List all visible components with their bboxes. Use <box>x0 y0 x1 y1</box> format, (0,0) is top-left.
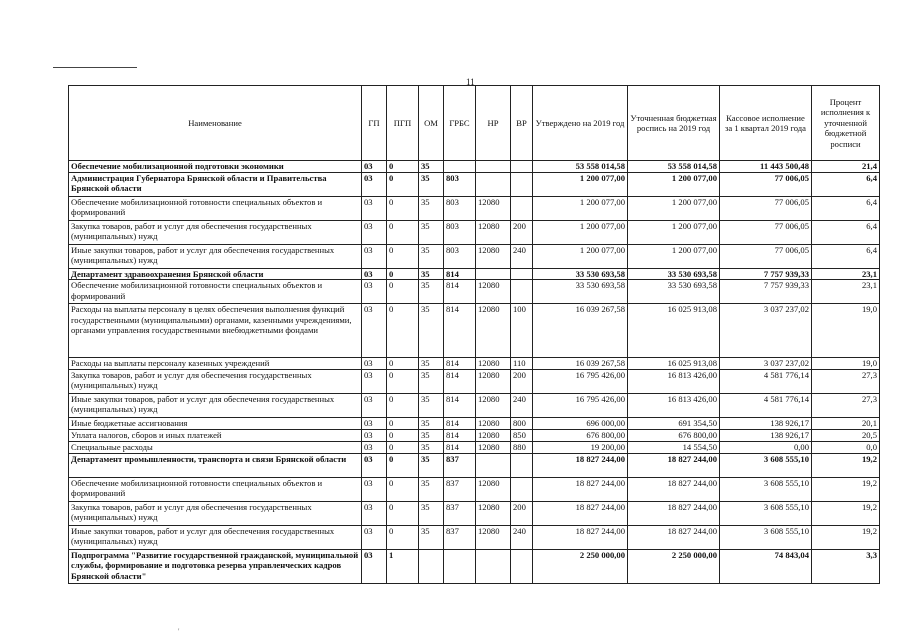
cell-gp: 03 <box>362 369 387 393</box>
cell-nr <box>476 549 511 583</box>
cell-grbs <box>444 161 476 173</box>
cell-refined: 16 813 426,00 <box>628 369 720 393</box>
table-row <box>69 525 880 549</box>
cell-refined: 33 530 693,58 <box>628 268 720 280</box>
cell-ppgp: 0 <box>387 369 419 393</box>
cell-om: 35 <box>419 220 444 244</box>
cell-ppgp: 0 <box>387 453 419 477</box>
cell-gp: 03 <box>362 441 387 453</box>
table-row <box>69 220 880 244</box>
cell-grbs: 814 <box>444 369 476 393</box>
table-row <box>69 549 880 583</box>
cell-cash: 3 608 555,10 <box>720 501 812 525</box>
cell-ppgp: 0 <box>387 429 419 441</box>
cell-percent: 19,2 <box>812 477 880 501</box>
cell-gp: 03 <box>362 280 387 304</box>
cell-percent: 19,0 <box>812 304 880 358</box>
header-approved: Утверждено на 2019 год <box>533 86 628 161</box>
cell-cash: 74 843,04 <box>720 549 812 583</box>
cell-grbs: 837 <box>444 453 476 477</box>
cell-om: 35 <box>419 477 444 501</box>
cell-cash: 138 926,17 <box>720 429 812 441</box>
cell-percent: 21,4 <box>812 161 880 173</box>
cell-gp: 03 <box>362 244 387 268</box>
cell-approved: 696 000,00 <box>533 417 628 429</box>
cell-refined: 691 354,50 <box>628 417 720 429</box>
budget-execution-table <box>68 85 880 584</box>
cell-gp: 03 <box>362 196 387 220</box>
cell-cash: 77 006,05 <box>720 172 812 196</box>
cell-ppgp: 0 <box>387 358 419 370</box>
cell-gp: 03 <box>362 161 387 173</box>
cell-om: 35 <box>419 369 444 393</box>
cell-om: 35 <box>419 172 444 196</box>
cell-nr: 12080 <box>476 393 511 417</box>
cell-percent: 6,4 <box>812 220 880 244</box>
cell-refined: 1 200 077,00 <box>628 172 720 196</box>
cell-percent: 20,5 <box>812 429 880 441</box>
cell-vr: 240 <box>511 525 533 549</box>
cell-grbs: 814 <box>444 393 476 417</box>
cell-refined: 16 813 426,00 <box>628 393 720 417</box>
table-row <box>69 304 880 358</box>
cell-refined: 2 250 000,00 <box>628 549 720 583</box>
table-header-row <box>69 86 880 161</box>
header-name: Наименование <box>69 86 362 161</box>
cell-cash: 3 608 555,10 <box>720 525 812 549</box>
cell-name: Расходы на выплаты персоналу в целях обеспечения выполнения функций государственными (муниципальными) органами, казенными учреждениями, органами управления государственными внебюджетными фондами <box>69 304 362 358</box>
cell-percent: 19,2 <box>812 501 880 525</box>
cell-vr <box>511 280 533 304</box>
cell-cash: 11 443 500,48 <box>720 161 812 173</box>
table-row <box>69 417 880 429</box>
cell-cash: 138 926,17 <box>720 417 812 429</box>
cell-ppgp: 0 <box>387 196 419 220</box>
cell-om: 35 <box>419 268 444 280</box>
cell-om: 35 <box>419 196 444 220</box>
cell-nr: 12080 <box>476 501 511 525</box>
cell-name: Обеспечение мобилизационной готовности специальных объектов и формирований <box>69 477 362 501</box>
header-vr: ВР <box>511 86 533 161</box>
table-row <box>69 358 880 370</box>
cell-gp: 03 <box>362 268 387 280</box>
cell-vr: 200 <box>511 220 533 244</box>
cell-percent: 27,3 <box>812 369 880 393</box>
cell-refined: 53 558 014,58 <box>628 161 720 173</box>
cell-om: 35 <box>419 393 444 417</box>
cell-cash: 4 581 776,14 <box>720 393 812 417</box>
cell-name: Департамент здравоохранения Брянской области <box>69 268 362 280</box>
cell-vr: 800 <box>511 417 533 429</box>
cell-vr <box>511 268 533 280</box>
cell-vr <box>511 196 533 220</box>
cell-nr: 12080 <box>476 477 511 501</box>
cell-grbs: 814 <box>444 280 476 304</box>
cell-grbs: 814 <box>444 429 476 441</box>
cell-om <box>419 549 444 583</box>
cell-grbs: 803 <box>444 220 476 244</box>
header-nr: НР <box>476 86 511 161</box>
cell-grbs: 814 <box>444 304 476 358</box>
cell-gp: 03 <box>362 453 387 477</box>
cell-vr: 110 <box>511 358 533 370</box>
cell-om: 35 <box>419 280 444 304</box>
cell-percent: 6,4 <box>812 196 880 220</box>
cell-vr <box>511 161 533 173</box>
cell-percent: 20,1 <box>812 417 880 429</box>
cell-grbs: 837 <box>444 525 476 549</box>
cell-name: Уплата налогов, сборов и иных платежей <box>69 429 362 441</box>
header-grbs: ГРБС <box>444 86 476 161</box>
cell-vr: 200 <box>511 501 533 525</box>
table-body <box>69 161 880 584</box>
cell-ppgp: 0 <box>387 244 419 268</box>
header-gp: ГП <box>362 86 387 161</box>
cell-cash: 3 037 237,02 <box>720 304 812 358</box>
cell-name: Иные бюджетные ассигнования <box>69 417 362 429</box>
table-row <box>69 501 880 525</box>
cell-om: 35 <box>419 417 444 429</box>
cell-percent: 3,3 <box>812 549 880 583</box>
cell-ppgp: 0 <box>387 172 419 196</box>
cell-name: Расходы на выплаты персоналу казенных учреждений <box>69 358 362 370</box>
cell-gp: 03 <box>362 393 387 417</box>
cell-cash: 77 006,05 <box>720 220 812 244</box>
cell-nr <box>476 453 511 477</box>
cell-vr <box>511 477 533 501</box>
cell-ppgp: 0 <box>387 477 419 501</box>
cell-refined: 16 025 913,08 <box>628 304 720 358</box>
cell-ppgp: 0 <box>387 417 419 429</box>
page-number: 11 <box>466 77 475 87</box>
cell-gp: 03 <box>362 525 387 549</box>
table-row <box>69 268 880 280</box>
cell-approved: 16 039 267,58 <box>533 358 628 370</box>
cell-nr <box>476 268 511 280</box>
table-row <box>69 369 880 393</box>
cell-gp: 03 <box>362 477 387 501</box>
cell-name: Закупка товаров, работ и услуг для обеспечения государственных (муниципальных) нужд <box>69 220 362 244</box>
cell-vr: 850 <box>511 429 533 441</box>
cell-cash: 7 757 939,33 <box>720 280 812 304</box>
table-row <box>69 172 880 196</box>
cell-cash: 0,00 <box>720 441 812 453</box>
cell-gp: 03 <box>362 429 387 441</box>
cell-grbs: 837 <box>444 501 476 525</box>
cell-cash: 3 608 555,10 <box>720 453 812 477</box>
cell-refined: 33 530 693,58 <box>628 280 720 304</box>
cell-ppgp: 0 <box>387 441 419 453</box>
cell-ppgp: 0 <box>387 268 419 280</box>
cell-nr: 12080 <box>476 417 511 429</box>
table-row <box>69 196 880 220</box>
cell-approved: 53 558 014,58 <box>533 161 628 173</box>
table-row <box>69 477 880 501</box>
cell-cash: 4 581 776,14 <box>720 369 812 393</box>
cell-percent: 23,1 <box>812 268 880 280</box>
cell-approved: 18 827 244,00 <box>533 477 628 501</box>
cell-om: 35 <box>419 429 444 441</box>
cell-name: Обеспечение мобилизационной готовности специальных объектов и формирований <box>69 196 362 220</box>
cell-om: 35 <box>419 441 444 453</box>
footnote-rule <box>53 67 137 68</box>
cell-cash: 3 037 237,02 <box>720 358 812 370</box>
cell-ppgp: 0 <box>387 161 419 173</box>
cell-cash: 77 006,05 <box>720 196 812 220</box>
cell-percent: 0,0 <box>812 441 880 453</box>
cell-vr: 200 <box>511 369 533 393</box>
cell-approved: 2 250 000,00 <box>533 549 628 583</box>
cell-ppgp: 1 <box>387 549 419 583</box>
header-cash: Кассовое исполнение за 1 квартал 2019 года <box>720 86 812 161</box>
cell-grbs: 814 <box>444 268 476 280</box>
cell-ppgp: 0 <box>387 220 419 244</box>
cell-gp: 03 <box>362 358 387 370</box>
cell-percent: 19,2 <box>812 525 880 549</box>
cell-cash: 3 608 555,10 <box>720 477 812 501</box>
scan-mark: ' <box>178 627 180 636</box>
cell-refined: 18 827 244,00 <box>628 501 720 525</box>
cell-percent: 6,4 <box>812 244 880 268</box>
cell-nr: 12080 <box>476 525 511 549</box>
cell-name: Иные закупки товаров, работ и услуг для обеспечения государственных (муниципальных) нужд <box>69 393 362 417</box>
header-refined: Уточненная бюджетная роспись на 2019 год <box>628 86 720 161</box>
cell-om: 35 <box>419 453 444 477</box>
cell-approved: 676 800,00 <box>533 429 628 441</box>
cell-om: 35 <box>419 304 444 358</box>
table-row <box>69 453 880 477</box>
cell-percent: 23,1 <box>812 280 880 304</box>
cell-refined: 14 554,50 <box>628 441 720 453</box>
cell-vr: 240 <box>511 393 533 417</box>
cell-nr: 12080 <box>476 304 511 358</box>
cell-vr <box>511 453 533 477</box>
cell-om: 35 <box>419 244 444 268</box>
header-om: ОМ <box>419 86 444 161</box>
cell-name: Обеспечение мобилизационной готовности специальных объектов и формирований <box>69 280 362 304</box>
cell-vr: 100 <box>511 304 533 358</box>
cell-approved: 1 200 077,00 <box>533 196 628 220</box>
cell-gp: 03 <box>362 220 387 244</box>
cell-percent: 19,2 <box>812 453 880 477</box>
cell-approved: 16 039 267,58 <box>533 304 628 358</box>
cell-grbs: 814 <box>444 417 476 429</box>
cell-gp: 03 <box>362 501 387 525</box>
cell-grbs: 803 <box>444 244 476 268</box>
cell-vr <box>511 172 533 196</box>
cell-approved: 19 200,00 <box>533 441 628 453</box>
cell-refined: 1 200 077,00 <box>628 244 720 268</box>
cell-ppgp: 0 <box>387 525 419 549</box>
cell-grbs: 803 <box>444 172 476 196</box>
cell-gp: 03 <box>362 304 387 358</box>
cell-approved: 1 200 077,00 <box>533 172 628 196</box>
cell-cash: 77 006,05 <box>720 244 812 268</box>
cell-om: 35 <box>419 161 444 173</box>
cell-approved: 1 200 077,00 <box>533 220 628 244</box>
cell-grbs: 803 <box>444 196 476 220</box>
cell-name: Администрация Губернатора Брянской области и Правительства Брянской области <box>69 172 362 196</box>
cell-ppgp: 0 <box>387 393 419 417</box>
cell-refined: 676 800,00 <box>628 429 720 441</box>
cell-grbs: 814 <box>444 441 476 453</box>
cell-ppgp: 0 <box>387 280 419 304</box>
cell-name: Иные закупки товаров, работ и услуг для обеспечения государственных (муниципальных) нужд <box>69 525 362 549</box>
cell-vr <box>511 549 533 583</box>
header-ppgp: ПГП <box>387 86 419 161</box>
cell-name: Подпрограмма "Развитие государственной гражданской, муниципальной службы, формирование и подготовка резерва управленческих кадров Брянской области" <box>69 549 362 583</box>
cell-om: 35 <box>419 525 444 549</box>
cell-name: Департамент промышленности, транспорта и связи Брянской области <box>69 453 362 477</box>
cell-grbs: 837 <box>444 477 476 501</box>
cell-name: Закупка товаров, работ и услуг для обеспечения государственных (муниципальных) нужд <box>69 501 362 525</box>
cell-nr <box>476 172 511 196</box>
cell-refined: 18 827 244,00 <box>628 477 720 501</box>
cell-nr: 12080 <box>476 244 511 268</box>
cell-refined: 18 827 244,00 <box>628 525 720 549</box>
table-row <box>69 393 880 417</box>
cell-name: Закупка товаров, работ и услуг для обеспечения государственных (муниципальных) нужд <box>69 369 362 393</box>
cell-approved: 18 827 244,00 <box>533 501 628 525</box>
cell-refined: 16 025 913,08 <box>628 358 720 370</box>
cell-name: Обеспечение мобилизационной подготовки экономики <box>69 161 362 173</box>
cell-nr: 12080 <box>476 369 511 393</box>
cell-nr: 12080 <box>476 429 511 441</box>
cell-refined: 1 200 077,00 <box>628 196 720 220</box>
cell-nr: 12080 <box>476 441 511 453</box>
cell-percent: 27,3 <box>812 393 880 417</box>
cell-nr: 12080 <box>476 196 511 220</box>
cell-approved: 33 530 693,58 <box>533 268 628 280</box>
cell-approved: 1 200 077,00 <box>533 244 628 268</box>
cell-percent: 19,0 <box>812 358 880 370</box>
cell-grbs: 814 <box>444 358 476 370</box>
table-row <box>69 441 880 453</box>
table-row <box>69 161 880 173</box>
table-row <box>69 429 880 441</box>
cell-refined: 1 200 077,00 <box>628 220 720 244</box>
cell-approved: 33 530 693,58 <box>533 280 628 304</box>
cell-refined: 18 827 244,00 <box>628 453 720 477</box>
cell-gp: 03 <box>362 417 387 429</box>
cell-om: 35 <box>419 358 444 370</box>
cell-ppgp: 0 <box>387 304 419 358</box>
cell-approved: 16 795 426,00 <box>533 369 628 393</box>
cell-gp: 03 <box>362 172 387 196</box>
cell-cash: 7 757 939,33 <box>720 268 812 280</box>
cell-nr: 12080 <box>476 280 511 304</box>
cell-name: Иные закупки товаров, работ и услуг для обеспечения государственных (муниципальных) нужд <box>69 244 362 268</box>
cell-vr: 880 <box>511 441 533 453</box>
cell-percent: 6,4 <box>812 172 880 196</box>
cell-approved: 18 827 244,00 <box>533 453 628 477</box>
table-row <box>69 244 880 268</box>
cell-nr: 12080 <box>476 358 511 370</box>
cell-approved: 18 827 244,00 <box>533 525 628 549</box>
cell-grbs <box>444 549 476 583</box>
cell-ppgp: 0 <box>387 501 419 525</box>
cell-approved: 16 795 426,00 <box>533 393 628 417</box>
cell-vr: 240 <box>511 244 533 268</box>
cell-gp: 03 <box>362 549 387 583</box>
cell-nr: 12080 <box>476 220 511 244</box>
cell-nr <box>476 161 511 173</box>
cell-om: 35 <box>419 501 444 525</box>
table-row <box>69 280 880 304</box>
header-percent: Процент исполнения к уточненной бюджетной росписи <box>812 86 880 161</box>
cell-name: Специальные расходы <box>69 441 362 453</box>
